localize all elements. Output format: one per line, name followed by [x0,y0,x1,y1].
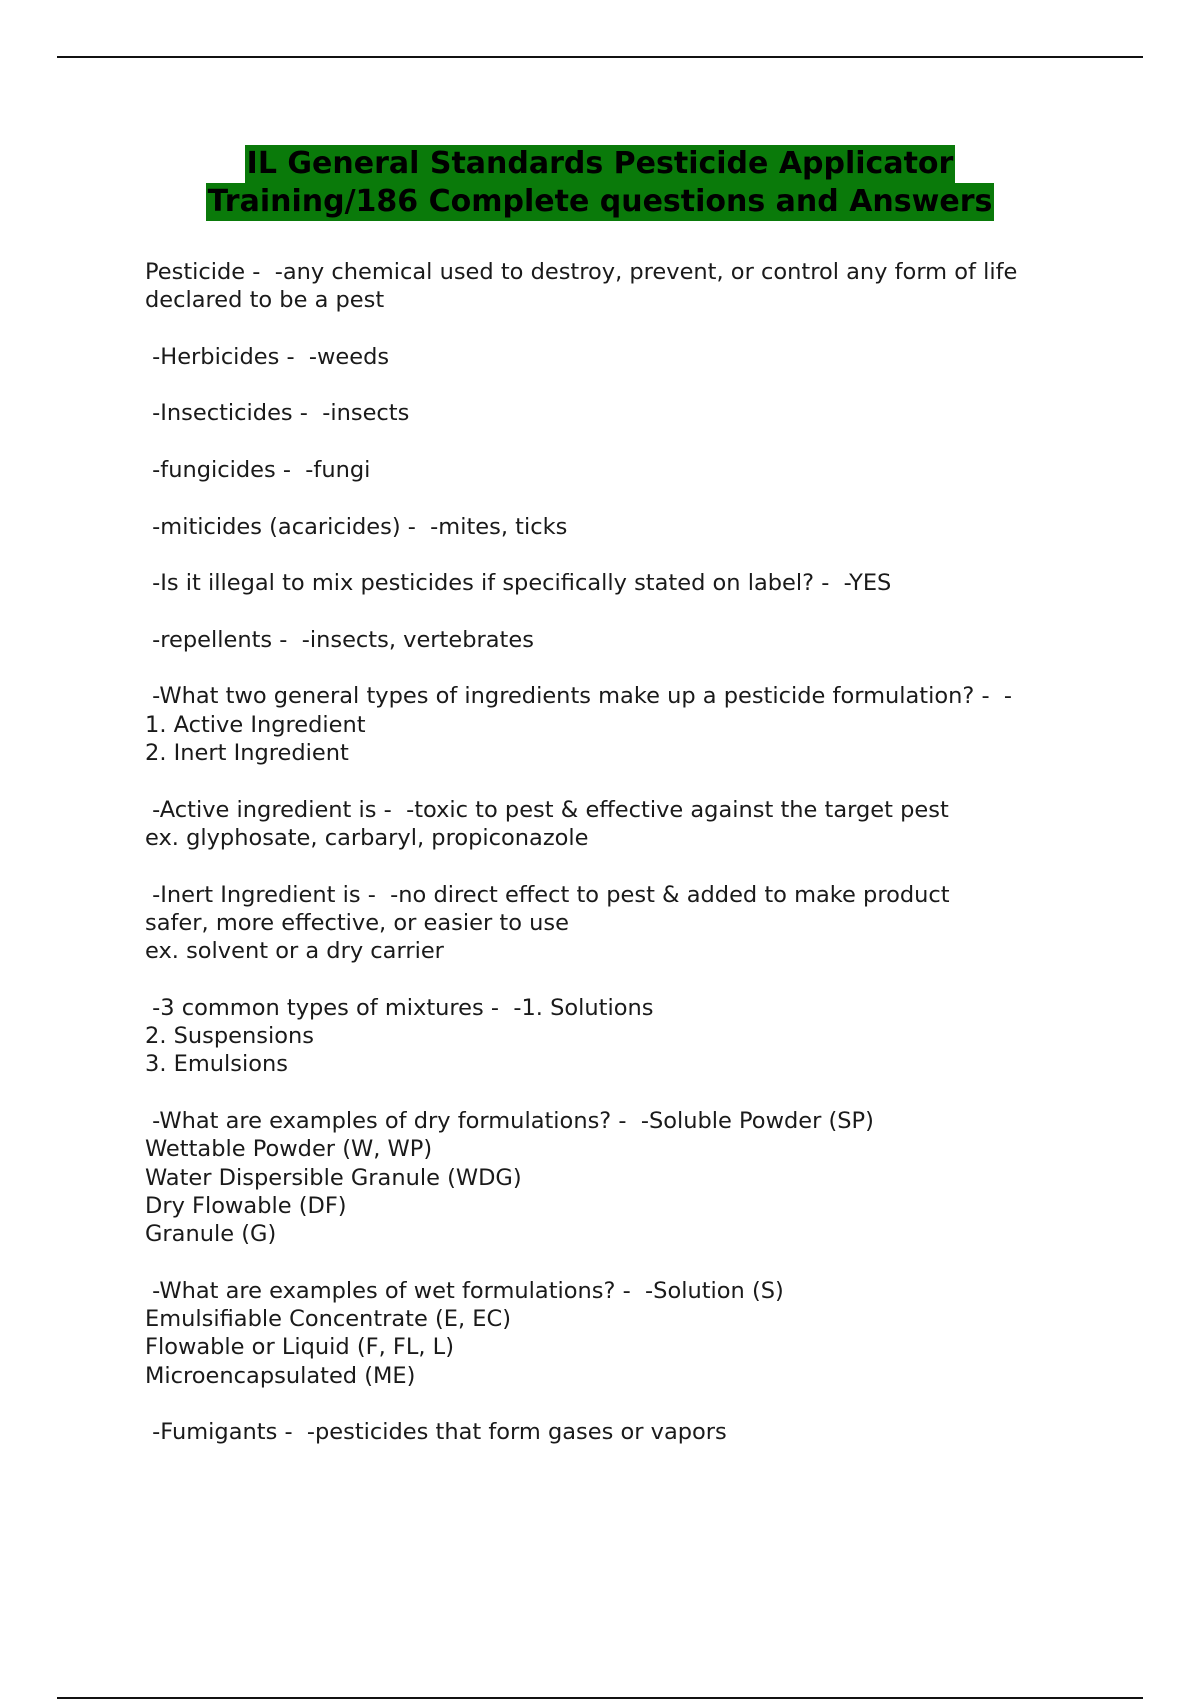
qa-line: -What two general types of ingredients make up a pesticide formulation? - - [145,683,1013,710]
qa-line: -What are examples of dry formulations? - -Soluble Powder (SP) [145,1107,874,1134]
qa-entry [145,513,1105,541]
qa-entry [145,456,1105,484]
qa-line: Water Dispersible Granule (WDG) [145,1164,522,1191]
qa-entry [145,399,1105,427]
qa-line: 2. Inert Ingredient [145,740,349,767]
top-rule [57,56,1143,58]
qa-line: ex. glyphosate, carbaryl, propiconazole [145,824,589,851]
qa-line: Granule (G) [145,1221,277,1248]
bottom-rule [57,1697,1143,1699]
qa-line: 1. Active Ingredient [145,711,366,738]
qa-line: Pesticide - -any chemical used to destroy, prevent, or control any form of life [145,259,1018,285]
qa-line: declared to be a pest [145,287,385,314]
qa-entry [145,343,1105,371]
qa-line: -3 common types of mixtures - -1. Solutions [145,994,654,1021]
qa-entry [145,626,1105,654]
title-line-1: IL General Standards Pesticide Applicator [246,146,954,181]
qa-line: Microencapsulated (ME) [145,1362,416,1389]
qa-line: ex. solvent or a dry carrier [145,938,444,965]
qa-line: -Insecticides - -insects [145,400,410,427]
qa-line: 2. Suspensions [145,1023,314,1050]
qa-line: -fungicides - -fungi [145,457,371,484]
qa-line: -Active ingredient is - -toxic to pest & effective against the target pest [145,796,949,823]
qa-line: Dry Flowable (DF) [145,1192,347,1219]
qa-entry [145,682,1105,767]
qa-entry [145,994,1105,1079]
qa-line: 3. Emulsions [145,1051,288,1078]
qa-line: -Is it illegal to mix pesticides if specifically stated on label? - -YES [145,570,892,597]
qa-line: Emulsifiable Concentrate (E, EC) [145,1305,511,1332]
qa-line: -miticides (acaricides) - -mites, ticks [145,513,568,540]
qa-line: -repellents - -insects, vertebrates [145,626,534,653]
qa-line: -Fumigants - -pesticides that form gases or vapors [145,1419,727,1446]
qa-entry [145,1277,1105,1390]
document-title [0,145,1200,221]
qa-entry [145,1107,1105,1248]
qa-line: -Inert Ingredient is - -no direct effect to pest & added to make product [145,881,950,908]
qa-line: -What are examples of wet formulations? - -Solution (S) [145,1277,784,1304]
qa-entry [145,1418,1105,1446]
qa-line: Flowable or Liquid (F, FL, L) [145,1334,454,1361]
qa-line: safer, more effective, or easier to use [145,909,569,936]
qa-entry [145,796,1105,853]
qa-entry [145,258,1105,315]
title-line-2: Training/186 Complete questions and Answers [207,184,993,219]
qa-entry [145,569,1105,597]
qa-entry [145,881,1105,966]
qa-line: -Herbicides - -weeds [145,343,390,370]
qa-line: Wettable Powder (W, WP) [145,1136,433,1163]
qa-list [145,258,1105,1475]
